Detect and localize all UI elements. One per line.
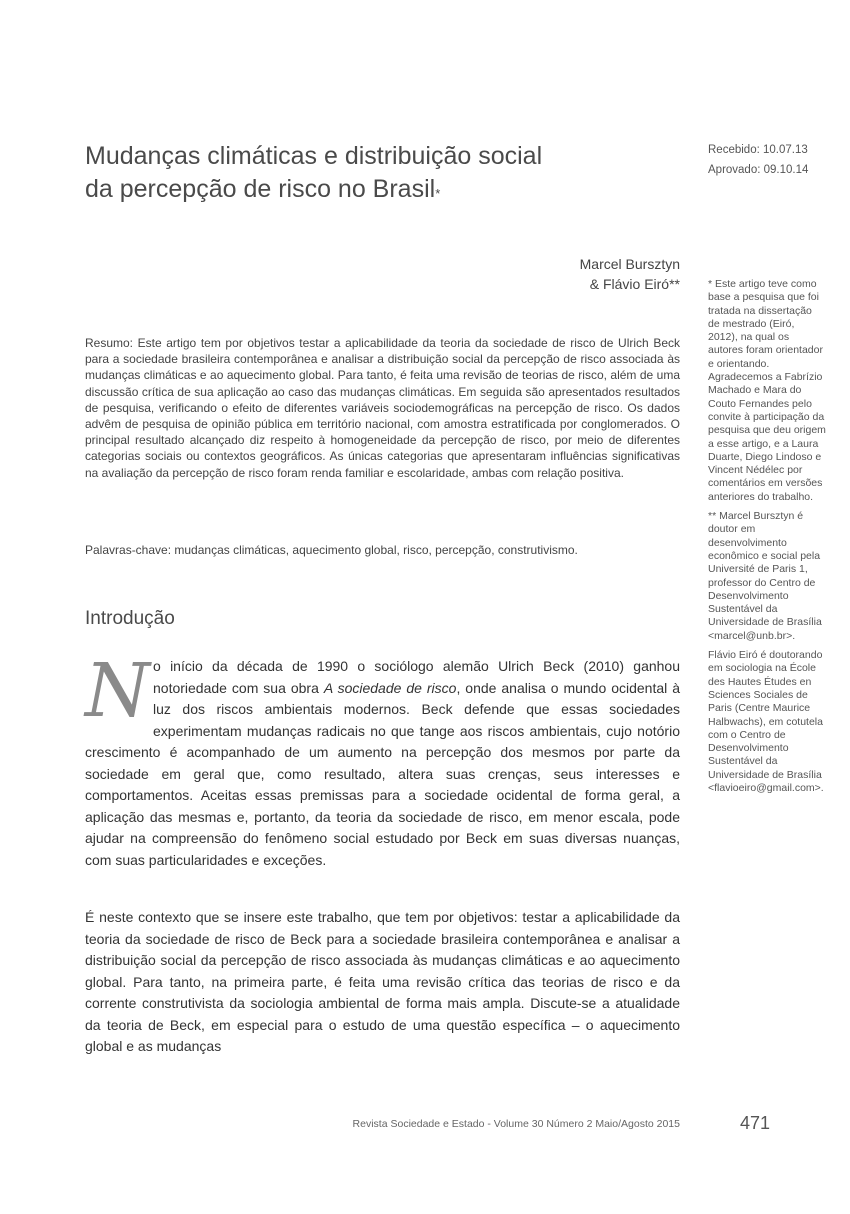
title-line-1: Mudanças climáticas e distribuição social <box>85 142 543 170</box>
drop-cap: N <box>85 648 150 734</box>
abstract: Resumo: Este artigo tem por objetivos testar a aplicabilidade da teoria da sociedade de risco de Ulrich Beck para a sociedade brasileira contemporânea e analisar a distribuição social da percepção de risco associada às mudanças climáticas e ao aquecimento global. Para tanto, é feita uma revisão de teorias de risco, além de uma discussão crítica de sua aplicação ao caso das mudanças climáticas. Em seguida são apresentados resultados de pesquisa, verificando o efeito de diferentes variáveis sociodemográficas na percepção de risco. Os dados advêm de pesquisa de opinião pública em território nacional, com amostra estratificada por conglomerados. O principal resultado alcançado diz respeito à homogeneidade da percepção de risco, por meio de diferentes categorias sociais ou contextos geográficos. As únicas categorias que apresentaram influências significativas na avaliação da percepção de risco foram renda familiar e escolaridade, ambas com relação positiva. <box>85 336 680 480</box>
footnote-3: Flávio Eiró é doutorando em sociologia na École des Hautes Études en Sciences Sociales de Paris (Centre Maurice Halbwachs), em cotutela com o Centro de Desenvolvimento Sustentável da Universidade de Brasília <flavioeiro@gmail.com>. <box>708 649 824 794</box>
intro-p1-part-b: , onde analisa o mundo ocidental à luz dos riscos ambientais modernos. Beck defende que essas sociedades experimentam mudanças radicais no que tange aos riscos ambientais, cujo notório crescimento é acompanhado de um aumento na percepção dos mesmos por parte da sociedade em geral que, como resultado, altera suas crenças, seus interesses e comportamentos. Aceitas essas premissas para a sociedade ocidental de forma geral, a aplicação das mesmas e, portanto, da teoria da sociedade de risco, em menor escala, pode ajudar na compreensão do fenômeno social estudado por Beck em suas diversas nuanças, com suas particularidades e exceções. <box>85 679 680 868</box>
approved-date: Aprovado: 09.10.14 <box>708 164 809 176</box>
article-title <box>85 140 645 206</box>
keywords: Palavras-chave: mudanças climáticas, aquecimento global, risco, percepção, construtivismo. <box>85 543 578 557</box>
author-1: Marcel Bursztyn <box>579 256 680 272</box>
submission-dates <box>708 140 838 180</box>
title-line-2: da percepção de risco no Brasil <box>85 175 436 203</box>
journal-footer: Revista Sociedade e Estado - Volume 30 Número 2 Maio/Agosto 2015 <box>352 1118 680 1130</box>
page-number: 471 <box>740 1113 771 1133</box>
footnote-1: * Este artigo teve como base a pesquisa que foi tratada na dissertação de mestrado (Eiró, 2012), na qual os autores foram orientador e orientando. Agradecemos a Fabrízio Machado e Mara do Couto Fernandes pelo convite à participação da pesquisa que deu origem a esse artigo, e a Laura Duarte, Diego Lindoso e Vincent Nédélec por comentários em versões anteriores do trabalho. <box>708 278 826 503</box>
book-title: A sociedade de risco <box>323 679 457 696</box>
intro-p1-part-a: o início da década de 1990 o sociólogo alemão Ulrich Beck (2010) ganhou notoriedade com sua obra <box>153 658 680 696</box>
author-2: & Flávio Eiró** <box>589 276 680 292</box>
section-heading-introduction: Introdução <box>85 608 175 629</box>
intro-paragraph-2: É neste contexto que se insere este trabalho, que tem por objetivos: testar a aplicabilidade da teoria da sociedade de risco de Beck para a sociedade brasileira contemporânea e analisar a distribuição social da percepção de risco associada às mudanças climáticas e ao aquecimento global. Para tanto, na primeira parte, é feita uma revisão crítica das teorias de risco e da corrente construtivista da sociologia ambiental de forma mais ampla. Discute-se a atualidade da teoria de Beck, em especial para o estudo de uma questão específica – o aquecimento global e as mudanças <box>85 909 680 1054</box>
title-footnote-mark[interactable]: * <box>435 186 441 201</box>
author-block <box>400 254 680 294</box>
intro-paragraph-1 <box>85 648 680 871</box>
footnote-2: ** Marcel Bursztyn é doutor em desenvolvimento econômico e social pela Université de Paris 1, professor do Centro de Desenvolvimento Sustentável da Universidade de Brasília <marcel@unb.br>. <box>708 510 822 642</box>
sidebar-notes <box>708 278 826 807</box>
received-date: Recebido: 10.07.13 <box>708 144 808 156</box>
